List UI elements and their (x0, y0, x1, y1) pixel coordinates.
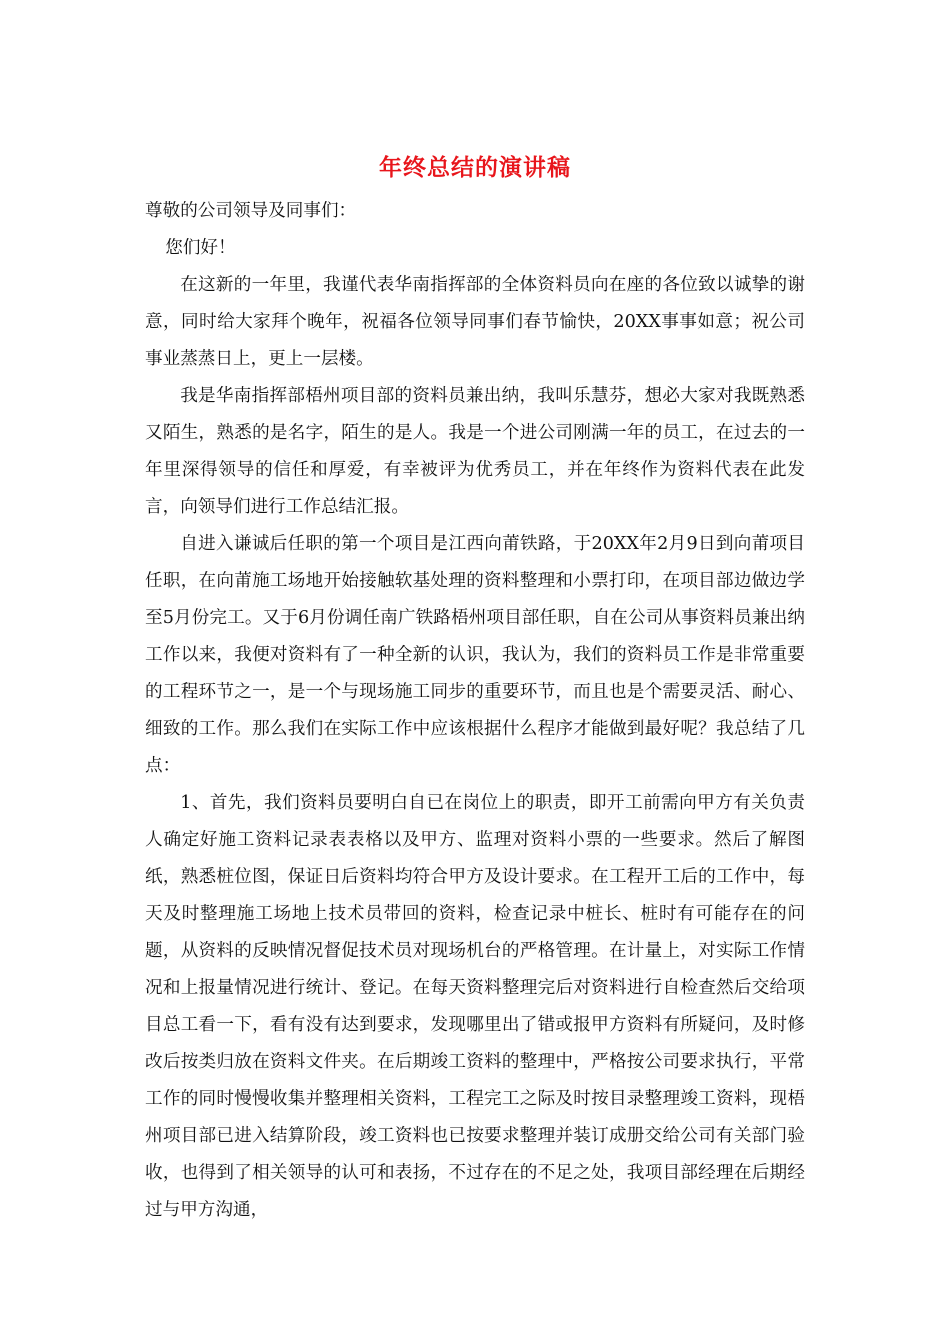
paragraph: 我是华南指挥部梧州项目部的资料员兼出纳，我叫乐慧芬，想必大家对我既熟悉又陌生，熟悉的是名字，陌生的是人。我是一个进公司刚满一年的员工，在过去的一年里深得领导的信任和厚爱，有幸被评为优秀员工，并在年终作为资料代表在此发言，向领导们进行工作总结汇报。 (145, 386, 805, 517)
paragraph: 自进入谦诚后任职的第一个项目是江西向莆铁路，于20XX年2月9日到向莆项目任职，在向莆施工场地开始接触软基处理的资料整理和小票打印，在项目部边做边学至5月份完工。又于6月份调任南广铁路梧州项目部任职，自在公司从事资料员兼出纳工作以来，我便对资料有了一种全新的认识，我认为，我们的资料员工作是非常重要的工程环节之一，是一个与现场施工同步的重要环节，而且也是个需要灵活、耐心、细致的工作。那么我们在实际工作中应该根据什么程序才能做到最好呢？我总结了几点： (145, 534, 805, 776)
document-body (145, 193, 805, 1229)
greeting: 您们好！ (165, 238, 236, 258)
document-title: 年终总结的演讲稿 (379, 154, 571, 181)
paragraph: 在这新的一年里，我谨代表华南指挥部的全体资料员向在座的各位致以诚挚的谢意，同时给大家拜个晚年，祝福各位领导同事们春节愉快，20XX事事如意；祝公司事业蒸蒸日上，更上一层楼。 (145, 275, 805, 369)
paragraph: 1、首先，我们资料员要明白自已在岗位上的职责，即开工前需向甲方有关负责人确定好施工资料记录表表格以及甲方、监理对资料小票的一些要求。然后了解图纸，熟悉桩位图，保证日后资料均符合甲方及设计要求。在工程开工后的工作中，每天及时整理施工场地上技术员带回的资料，检查记录中桩长、桩时有可能存在的问题，从资料的反映情况督促技术员对现场机台的严格管理。在计量上，对实际工作情况和上报量情况进行统计、登记。在每天资料整理完后对资料进行自检查然后交给项目总工看一下，看有没有达到要求，发现哪里出了错或报甲方资料有所疑问，及时修改后按类归放在资料文件夹。在后期竣工资料的整理中，严格按公司要求执行，平常工作的同时慢慢收集并整理相关资料，工程完工之际及时按目录整理竣工资料，现梧州项目部已进入结算阶段，竣工资料也已按要求整理并装订成册交给公司有关部门验收，也得到了相关领导的认可和表扬，不过存在的不足之处，我项目部经理在后期经过与甲方沟通， (145, 793, 805, 1220)
salutation: 尊敬的公司领导及同事们： (145, 201, 357, 221)
